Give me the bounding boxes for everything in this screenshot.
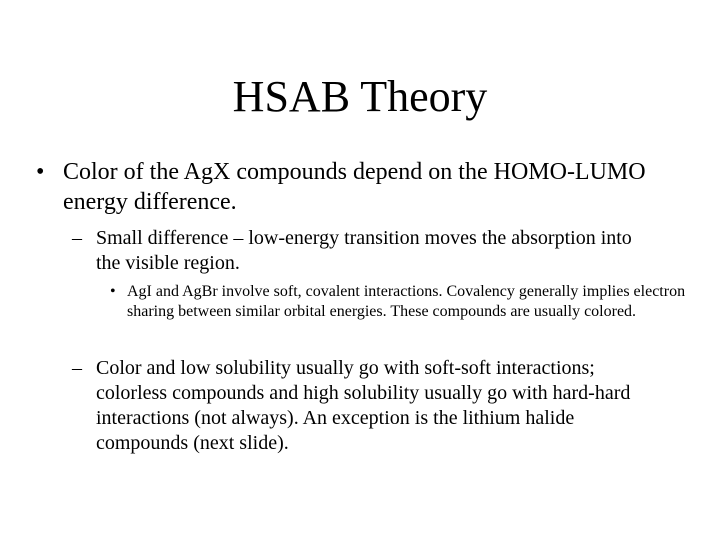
bullet-marker-level2: – <box>72 357 82 379</box>
bullet-level2-solubility: Color and low solubility usually go with soft-soft interactions; colorless compounds and high solubility usually go with hard-hard interactions (not always). An exception is the lithium halide compounds (next slide). <box>96 357 631 454</box>
bullet-level2-small-difference: Small difference – low-energy transition moves the absorption into the visible region. <box>96 227 632 274</box>
bullet-marker-level2: – <box>72 227 82 249</box>
slide-title: HSAB Theory <box>232 72 488 121</box>
bullet-level3-agi-agbr: AgI and AgBr involve soft, covalent interactions. Covalency generally implies electron sharing between similar orbital energies. These compounds are usually colored. <box>127 283 686 320</box>
bullet-marker-level3: • <box>110 283 116 300</box>
bullet-level1-agx-color: Color of the AgX compounds depend on the HOMO-LUMO energy difference. <box>63 159 646 215</box>
bullet-marker-level1: • <box>36 159 45 185</box>
